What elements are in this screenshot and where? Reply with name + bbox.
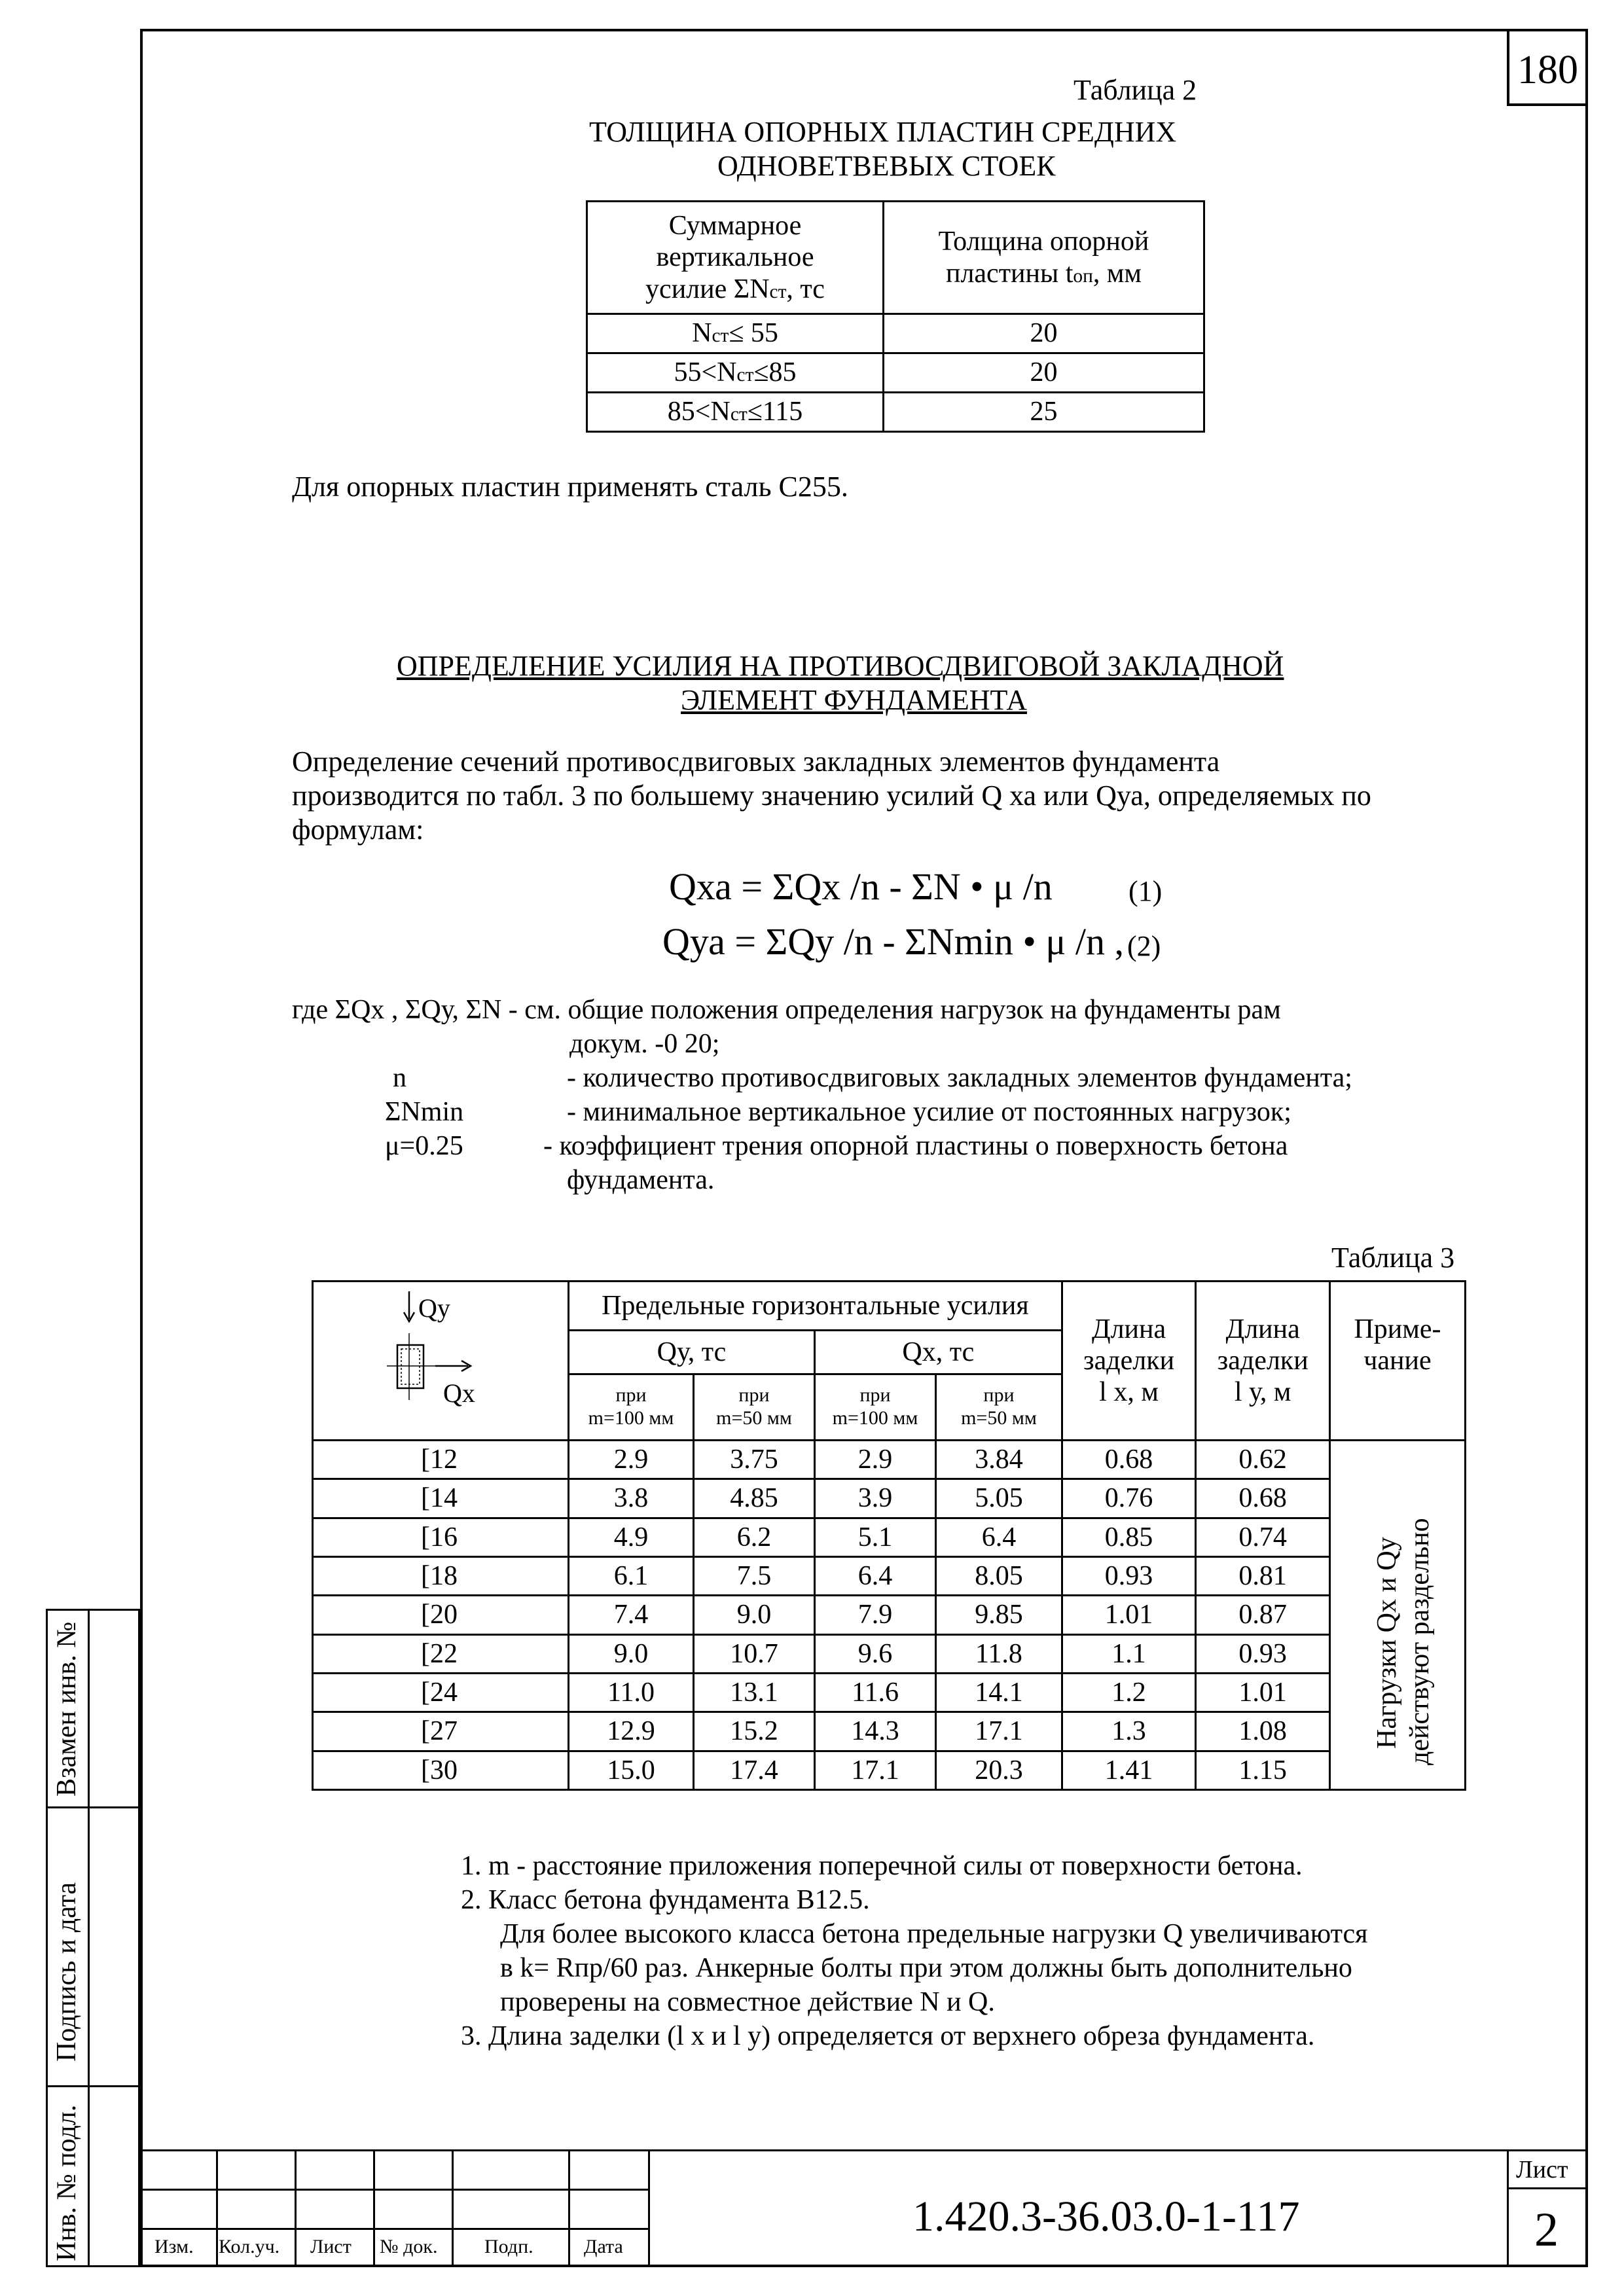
table3-sub-qy-m100: при m=100 мм	[569, 1374, 694, 1440]
table2-label: Таблица 2	[1074, 74, 1197, 106]
table-row	[587, 314, 1204, 353]
table2-header-col2: Толщина опорной пластины tоп, мм	[884, 202, 1204, 314]
table3-header-ly: Длина заделки l у, м	[1196, 1282, 1330, 1441]
table3-header-note: Приме- чание	[1329, 1282, 1465, 1441]
note-3: 3. Длина заделки (l х и l у) определяется от верхнего обреза фундамента.	[461, 2021, 1315, 2051]
note-2b: в k= Rпр/60 раз. Анкерные болты при этом должны быть дополнительно	[500, 1953, 1352, 1983]
table2-thickness: 20	[884, 314, 1204, 353]
note-2c: проверены на совместное действие N и Q.	[500, 1987, 995, 2017]
def-n-symbol: n	[393, 1063, 406, 1093]
profile-cell: [12	[313, 1441, 569, 1479]
def-nmin-symbol: ΣNmin	[385, 1097, 464, 1127]
table3-sub-qx-m100: при m=100 мм	[814, 1374, 935, 1440]
title-col-sep	[373, 2149, 375, 2267]
doc-code: 1.420.3-36.03.0-1-117	[912, 2193, 1300, 2240]
table3-header-limit: Предельные горизонтальные усилия	[569, 1282, 1062, 1331]
table2-title-line2: ОДНОВЕТВЕВЫХ СТОЕК	[717, 150, 1056, 182]
axis-qy-label: Qу	[418, 1293, 450, 1323]
table2-header-col1: Суммарное вертикальное усилие ΣNст, тс	[587, 202, 884, 314]
def-mu-text: - коэффициент трения опорной пластины о поверхность бетона	[543, 1131, 1288, 1161]
para-line3: формулам:	[292, 814, 424, 846]
side-stamp-sep-2	[46, 2085, 140, 2087]
table2-thickness: 20	[884, 353, 1204, 393]
section-heading-line1: ОПРЕДЕЛЕНИЕ УСИЛИЯ НА ПРОТИВОСДВИГОВОЙ ЗАКЛАДНОЙ	[397, 650, 1284, 682]
formula-1: Qха = ΣQх /n - ΣN • μ /n	[669, 865, 1053, 908]
formula-2-number: (2)	[1127, 930, 1161, 962]
where-line1: где ΣQх , ΣQу, ΣN - см. общие положения определения нагрузок на фундаменты рам	[292, 995, 1281, 1025]
table-row: [22 9.0 10.7 9.6 11.8 1.1 0.93	[313, 1634, 1466, 1673]
table-row: [20 7.4 9.0 7.9 9.85 1.01 0.87	[313, 1596, 1466, 1634]
sheet-label: Лист	[1516, 2156, 1568, 2183]
sheet-box-left	[1507, 2149, 1509, 2267]
stamp-inv: Инв. № подл.	[52, 2104, 82, 2261]
formula-2: Qуа = ΣQу /n - ΣNmin • μ /n ,	[662, 920, 1125, 963]
note-vertical-2: действуют раздельно	[1404, 1518, 1435, 1765]
table3-header-qy: Qу, тс	[569, 1330, 815, 1374]
table2-range: 55<Nст≤85	[587, 353, 884, 393]
title-col-izm: Изм.	[154, 2236, 194, 2257]
def-mu-symbol: μ=0.25	[385, 1131, 463, 1161]
table-row	[587, 353, 1204, 393]
sheet-box-sep	[1507, 2187, 1588, 2189]
table3-axis-cell	[313, 1282, 569, 1441]
side-stamp-divider	[88, 1609, 90, 2267]
title-col-ndok: № док.	[380, 2236, 438, 2257]
axis-qx-label: Qх	[443, 1378, 475, 1408]
page-number: 180	[1517, 48, 1578, 92]
table2-range: 85<Nст≤115	[587, 393, 884, 432]
sheet-number: 2	[1534, 2203, 1559, 2257]
table3-sub-qy-m50: при m=50 мм	[694, 1374, 815, 1440]
table3	[312, 1280, 1466, 1791]
para-line1: Определение сечений противосдвиговых закладных элементов фундамента	[292, 745, 1220, 778]
title-col-sep	[295, 2149, 297, 2267]
stamp-vzamen: Взамен инв. №	[52, 1621, 82, 1797]
table-row: [12 2.9 3.75 2.9 3.84 0.68 0.62 Нагрузки Qх и Qу действуют раздельно	[313, 1441, 1466, 1479]
table-row: [18 6.1 7.5 6.4 8.05 0.93 0.81	[313, 1556, 1466, 1595]
table3-note-cell	[1329, 1441, 1465, 1790]
def-nmin-text: - минимальное вертикальное усилие от постоянных нагрузок;	[567, 1097, 1291, 1127]
steel-note: Для опорных пластин применять сталь С255.	[292, 471, 848, 503]
table-row: [16 4.9 6.2 5.1 6.4 0.85 0.74	[313, 1518, 1466, 1556]
table3-header-lx: Длина заделки l х, м	[1062, 1282, 1196, 1441]
title-block-top	[140, 2149, 1588, 2151]
table3-sub-qx-m50: при m=50 мм	[936, 1374, 1062, 1440]
table3-label: Таблица 3	[1331, 1242, 1455, 1274]
note-2a: Для более высокого класса бетона предельные нагрузки Q увеличиваются	[500, 1919, 1368, 1949]
title-col-sep	[216, 2149, 218, 2267]
table-row: [14 3.8 4.85 3.9 5.05 0.76 0.68	[313, 1479, 1466, 1518]
section-heading-line2: ЭЛЕМЕНТ ФУНДАМЕНТА	[681, 684, 1028, 716]
table-row: [30 15.0 17.4 17.1 20.3 1.41 1.15	[313, 1751, 1466, 1789]
title-col-sep	[648, 2149, 650, 2267]
formula-1-number: (1)	[1128, 875, 1163, 907]
title-col-sep	[568, 2149, 570, 2267]
where-line2: докум. -0 20;	[569, 1029, 720, 1059]
stamp-podpis: Подпись и дата	[52, 1882, 82, 2062]
title-col-kolvo: Кол.уч.	[219, 2236, 280, 2257]
para-line2: производится по табл. 3 по большему значению усилий Q ха или Qуа, определяемых по	[292, 780, 1371, 812]
title-col-list: Лист	[310, 2236, 352, 2257]
table2-range: Nст≤ 55	[587, 314, 884, 353]
note-vertical-1: Нагрузки Qх и Qу	[1371, 1537, 1402, 1749]
table2	[586, 200, 1205, 433]
table-row: [24 11.0 13.1 11.6 14.1 1.2 1.01	[313, 1673, 1466, 1712]
note-2: 2. Класс бетона фундамента В12.5.	[461, 1885, 870, 1915]
table2-thickness: 25	[884, 393, 1204, 432]
table3-header-qx: Qх, тс	[814, 1330, 1062, 1374]
title-col-podp: Подп.	[484, 2236, 533, 2257]
def-n-text: - количество противосдвиговых закладных элементов фундамента;	[567, 1063, 1352, 1093]
note-1: 1. m - расстояние приложения поперечной силы от поверхности бетона.	[461, 1851, 1303, 1881]
title-col-data: Дата	[584, 2236, 623, 2257]
title-col-sep	[452, 2149, 454, 2267]
side-stamp-sep-1	[46, 1806, 140, 1808]
table-row: [27 12.9 15.2 14.3 17.1 1.3 1.08	[313, 1712, 1466, 1751]
table-row	[587, 393, 1204, 432]
def-mu-text2: фундамента.	[567, 1165, 715, 1195]
table2-title-line1: ТОЛЩИНА ОПОРНЫХ ПЛАСТИН СРЕДНИХ	[589, 116, 1177, 148]
